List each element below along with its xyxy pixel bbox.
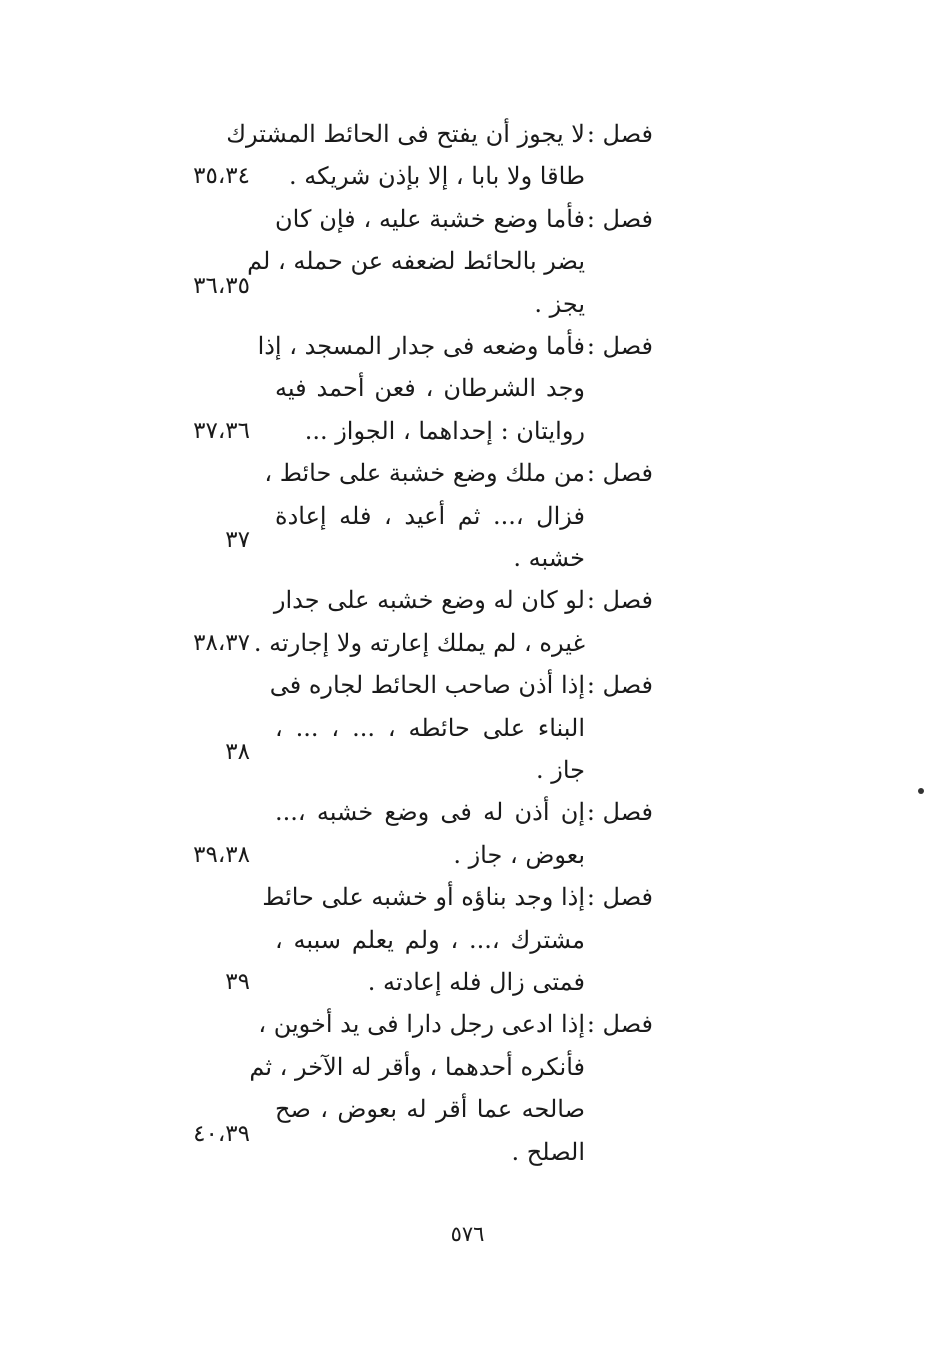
entry-line	[0, 1088, 935, 1130]
page-reference: ٣٧،٣٦	[193, 418, 250, 444]
page-reference: ٣٨،٣٧	[193, 630, 250, 656]
entry-line	[0, 834, 935, 876]
entry-text: فأما وضع خشبة عليه ، فإن كان	[275, 205, 585, 233]
entry-text: فزال ،... ثم أعيد ، فله إعادة	[275, 502, 585, 530]
entry-line	[0, 876, 935, 918]
entry-text: غيره ، لم يملك إعارته ولا إجارته .	[253, 629, 585, 657]
entry-line	[0, 198, 935, 240]
entry-line	[0, 707, 935, 749]
page-reference: ٤٠،٣٩	[193, 1121, 250, 1147]
section-label: فصل :	[586, 1010, 653, 1038]
entry-line	[0, 919, 935, 961]
entry-line	[0, 452, 935, 494]
entry-line	[0, 273, 935, 325]
page-reference: ٣٦،٣٥	[193, 273, 250, 299]
entry-line	[0, 664, 935, 706]
entry-line	[0, 155, 935, 197]
page-reference: ٣٧	[225, 527, 250, 553]
entry-text: إذا أذن صاحب الحائط لجاره فى	[269, 671, 585, 699]
entry-line	[0, 495, 935, 537]
entry-text: طاقا ولا بابا ، إلا بإذن شريكه .	[288, 162, 585, 190]
entry-text: يضر بالحائط لضعفه عن حمله ، لم	[247, 247, 585, 275]
entry-text: فمتى زال فله إعادته .	[367, 968, 585, 996]
page-reference: ٣٥،٣٤	[193, 163, 250, 189]
entry-text: البناء على حائطه ، ... ، ... ،	[275, 714, 585, 742]
section-label: فصل :	[586, 798, 653, 826]
page-reference: ٣٩،٣٨	[193, 842, 250, 868]
entry-line	[0, 791, 935, 833]
entry-line	[0, 1121, 935, 1173]
section-label: فصل :	[586, 205, 653, 233]
entry-text: جاز .	[536, 756, 585, 784]
entry-text: إن أذن له فى وضع خشبه ،...	[275, 798, 585, 826]
entry-text: إذا ادعى رجل دارا فى يد أخوين ،	[258, 1010, 585, 1038]
entry-text: خشبه .	[513, 544, 585, 572]
entry-line	[0, 410, 935, 452]
entry-line	[0, 113, 935, 155]
entry-line	[0, 622, 935, 664]
entry-text: يجز .	[534, 290, 585, 318]
page-number: ٥٧٦	[450, 1222, 485, 1246]
entry-line	[0, 325, 935, 367]
entry-line	[0, 961, 935, 1003]
entry-line	[0, 240, 935, 282]
entry-text: من ملك وضع خشبة على حائط ،	[264, 459, 585, 487]
entry-text: إذا وجد بناؤه أو خشبه على حائط	[262, 883, 585, 911]
entry-line	[0, 1046, 935, 1088]
entry-line	[0, 527, 935, 579]
section-label: فصل :	[586, 883, 653, 911]
entry-text: لا يجوز أن يفتح فى الحائط المشترك	[226, 120, 585, 148]
entry-text: روايتان : إحداهما ، الجواز ...	[304, 417, 585, 445]
entry-text: بعوض ، جاز .	[453, 841, 585, 869]
section-label: فصل :	[586, 671, 653, 699]
entry-line	[0, 579, 935, 621]
entry-text: لو كان له وضع خشبه على جدار	[273, 586, 585, 614]
page-reference: ٣٨	[225, 739, 250, 765]
entry-text: وجد الشرطان ، فعن أحمد فيه	[275, 374, 585, 402]
entry-line	[0, 367, 935, 409]
entry-line	[0, 739, 935, 791]
section-label: فصل :	[586, 459, 653, 487]
section-label: فصل :	[586, 120, 653, 148]
entry-line	[0, 1003, 935, 1045]
section-label: فصل :	[586, 586, 653, 614]
section-label: فصل :	[586, 332, 653, 360]
entry-text: مشترك ،... ، ولم يعلم سببه ،	[275, 926, 585, 954]
page-reference: ٣٩	[225, 969, 250, 995]
entry-text: فأما وضعه فى جدار المسجد ، إذا	[257, 332, 585, 360]
entry-text: الصلح .	[511, 1138, 585, 1166]
entry-text: فأنكره أحدهما ، وأقر له الآخر ، ثم	[249, 1053, 585, 1081]
entry-text: صالحه عما أقر له بعوض ، صح	[275, 1095, 585, 1123]
